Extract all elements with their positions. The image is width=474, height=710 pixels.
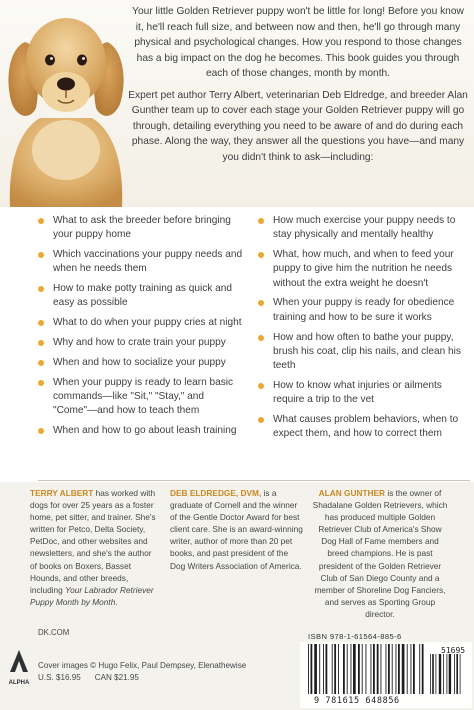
topics-left-column: [38, 214, 248, 444]
book-title: Your Labrador Retriever Puppy Month by Month: [30, 584, 154, 607]
bio-text: is a graduate of Cornell and the winner of the Gentle Doctor Award for best client care. She is an award-winning writer, author of more than 20 pet books, and past president of the Dog Writers Association of America.: [170, 488, 303, 571]
topic-item: When your puppy is ready to learn basic commands—like "Sit," "Stay," and "Come"—and how to teach them: [38, 376, 248, 419]
section-divider: [38, 480, 470, 481]
author-name: DEB ELDREDGE, DVM,: [170, 488, 262, 498]
author-bio-deb: [170, 487, 304, 572]
author-name: ALAN GUNTHER: [318, 488, 386, 498]
bio-text-end: .: [115, 596, 118, 607]
topic-item: When and how to go about leash training: [38, 424, 248, 438]
golden-retriever-puppy-photo: [0, 0, 132, 207]
author-bio-alan: [310, 487, 450, 620]
topic-item: Which vaccinations your puppy needs and when he needs them: [38, 248, 248, 277]
topic-item: What to ask the breeder before bringing your puppy home: [38, 214, 248, 243]
topic-item: What causes problem behaviors, when to expect them, and how to correct them: [258, 413, 470, 442]
price-code: 51695: [441, 646, 466, 655]
topic-item: How to make potty training as quick and easy as possible: [38, 282, 248, 311]
publisher-logo-text: ALPHA: [8, 680, 30, 686]
barcode-digits: 9 781615 648856: [314, 696, 400, 706]
cover-credit: Cover images © Hugo Felix, Paul Dempsey, Elenathewise: [38, 661, 247, 670]
topic-item: When and how to socialize your puppy: [38, 356, 248, 370]
topics-right-column: [258, 214, 470, 447]
topics-section: [0, 207, 474, 482]
topic-item: How and how often to bathe your puppy, brush his coat, clip his nails, and clean his teeth: [258, 331, 470, 374]
topic-item: What to do when your puppy cries at night: [38, 316, 248, 330]
intro-paragraph-2: Expert pet author Terry Albert, veterinarian Deb Eldredge, and breeder Alan Gunther team up to cover each stage your Golden Retriever puppy will go through, detailing everything you need to be aware of and do during each phase. Along the way, they answer all the questions you have—and many you didn't think to ask—including:: [128, 89, 468, 163]
topic-item: When your puppy is ready for obedience training and how to be sure it works: [258, 296, 470, 325]
alpha-logo: [8, 648, 30, 690]
topic-item: How to know what injuries or ailments require a trip to the vet: [258, 379, 470, 408]
credits: [38, 660, 246, 685]
bio-text: is the owner of Shadalane Golden Retrievers, which has produced multiple Golden Retriever Club of America's Show Dog Hall of Fame members and breed champions. He is past president of the Golden Retriever Club of San Diego County and a member of Shoreline Dog Fanciers, and serves as Sporting Group director.: [312, 488, 448, 619]
price-can: CAN $21.95: [94, 673, 139, 683]
topic-item: How much exercise your puppy needs to stay physically and mentally healthy: [258, 214, 470, 243]
bio-text: has worked with dogs for over 25 years as a foster home, pet sitter, and trainer. She's written for Petco, Delta Society, PetDoc, and other websites and newsletters, and she's the author of books on Boxers, Basset Hounds, and other breeds, including: [30, 488, 156, 595]
author-bio-terry: [30, 487, 157, 608]
intro-paragraph-1: Your little Golden Retriever puppy won't be little for long! Before you know it, he'll reach full size, and between now and then, he'll go through many physical and psychological changes. How you respond to those changes has a big impact on the dog he becomes. This book guides you through each of those changes, month by month.: [132, 6, 464, 79]
website-link[interactable]: DK.COM: [38, 628, 70, 637]
author-name: TERRY ALBERT: [30, 488, 94, 498]
topic-item: Why and how to crate train your puppy: [38, 336, 248, 350]
intro-text: [128, 4, 468, 165]
price-us: U.S. $16.95: [38, 673, 81, 683]
topic-item: What, how much, and when to feed your puppy to give him the nutrition he needs without the extra weight he doesn't: [258, 248, 470, 291]
isbn: ISBN 978-1-61564-885-6: [308, 632, 402, 641]
price-row: [38, 672, 246, 684]
